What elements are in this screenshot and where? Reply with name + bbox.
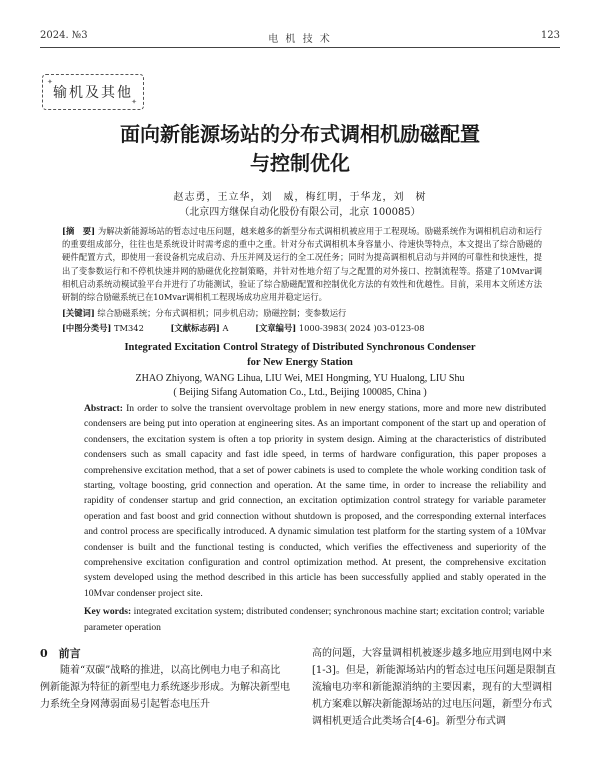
body-area bbox=[40, 643, 560, 766]
journal-name: 电 机 技 术 bbox=[268, 34, 332, 45]
keywords-en bbox=[84, 604, 546, 636]
clc-value: TM342 bbox=[113, 323, 144, 333]
clc-label: [中图分类号] bbox=[62, 323, 112, 333]
keywords-cn-label: [关键词] bbox=[62, 308, 95, 318]
doc-code-value: A bbox=[222, 323, 229, 333]
abstract-en-label: Abstract: bbox=[84, 403, 123, 414]
title-cn-line-2: 与控制优化 bbox=[250, 151, 350, 175]
abstract-cn-label: [摘 要] bbox=[62, 226, 96, 236]
keywords-en-label: Key words: bbox=[84, 606, 132, 617]
body-left-text: 随着“双碳”战略的推进，以高比例电力电子和高比例新能源为特征的新型电力系统逐步形成。为解决新型电力系统全身网薄弱面易引起暂态电压升 bbox=[40, 665, 290, 710]
abstract-cn-text: 为解决新能源场站的暂态过电压问题，越来越多的新型分布式调相机被应用于工程现场。励磁系统作为调相机启动和运行的重要组成部分，往往也是系统设计时需考虑的重中之重。针对分布式调相机本身容量小、待速快等特点，本文提出了综合励磁的硬件配置方式，即使用一套设备机完成启动、升压并网及运行的全工况任务；同时为提高调相机启动与并网的可靠性和快速性，提出了变参数运行和不停机快速并网的励磁优化控制策略，并针对性地介绍了与之配置的对外接口、控制流程等。搭建了10Mvar调相机启动系统动模试验平台并进行了功能测试，验证了综合励磁配置和控制优化方法的有效性和优越性。目前，采用本文所述方法研制的综合励磁系统已在10Mvar调相机工程现场成功应用并稳定运行。 bbox=[62, 226, 543, 303]
page-number: 123 bbox=[540, 30, 560, 41]
column-tag bbox=[42, 74, 144, 110]
title-en-line-2: for New Energy Station bbox=[247, 357, 353, 368]
keywords-cn-text: 综合励磁系统；分布式调相机；同步机启动；励磁控制；变参数运行 bbox=[97, 308, 347, 318]
issue-label: 2024. №3 bbox=[40, 30, 88, 41]
header-rule bbox=[40, 47, 560, 48]
section-title bbox=[40, 645, 290, 662]
doc-code-label: [文献标志码] bbox=[170, 323, 220, 333]
keywords-cn bbox=[62, 307, 542, 319]
affiliation-cn: （北京四方继保自动化股份有限公司，北京 100085） bbox=[179, 207, 421, 218]
article-id-value: 1000-3983( 2024 )03-0123-08 bbox=[298, 323, 425, 333]
affiliation-en: ( Beijing Sifang Automation Co., Ltd., Beijing 100085, China ) bbox=[173, 387, 427, 398]
column-tag-label: ✦ 输机及其他 bbox=[53, 85, 133, 101]
abstract-en-text: In order to solve the transient overvoltage problem in new energy stations, more and more new distributed condensers are being put into operation at engineering sites. As an important component of the start up and operation of condensers, the excitation system is often a top priority in system design. Aiming at the characteristics of distributed condensers such as small capacity and fast idle speed, in terms of hardware configuration, this paper proposes a comprehensive excitation method, that a set of power cabinets is used to complete the whole working condition task of starting, voltage boosting, grid connection and operation. At the same time, in order to increase the reliability and rapidity of condenser startup and grid connection, an excitation optimization control strategy for variable parameter operation and fast boost and grid connection without shutdown is proposed, and the corresponding external interfaces and control process are specifically introduced. A dynamic simulation test platform for the starting system of a 10Mvar condenser is built and the functional testing is conducted, which verifies the effectiveness and superiority of the comprehensive excitation configuration and control optimization method. At present, the comprehensive excitation system developed using the method described in this article has been successfully applied and stably operated in the 10Mvar condenser project site. bbox=[84, 403, 546, 599]
title-cn-line-1: 面向新能源场站的分布式调相机励磁配置 bbox=[120, 122, 480, 146]
body-right-text: 高的问题，大容量调相机被逐步越多地应用到电网中来[1-3]。但是，新能源场站内的暂态过电压问题是限制直流输电功率和新能源消纳的主要因素，现有的大型调相机方案难以解决新能源场站的过电压问题，新型分布式调相机更适合此类场合[4-6]。新型分布式调 bbox=[312, 648, 556, 727]
section-number: 0 bbox=[40, 647, 48, 660]
section-title-text: 前言 bbox=[58, 647, 81, 660]
article-id-label: [文章编号] bbox=[255, 323, 297, 333]
abstract-en bbox=[84, 401, 546, 601]
authors-en: ZHAO Zhiyong, WANG Lihua, LIU Wei, MEI Hongming, YU Hualong, LIU Shu bbox=[135, 373, 465, 384]
authors-cn: 赵志勇，王立华，刘 威，梅红明，于华龙，刘 树 bbox=[173, 192, 427, 203]
title-en-line-1: Integrated Excitation Control Strategy of Distributed Synchronous Condenser bbox=[124, 342, 476, 353]
abstract-cn bbox=[62, 225, 542, 304]
classification-row bbox=[62, 322, 542, 334]
keywords-en-text: integrated excitation system; distributed condenser; synchronous machine start; excitation control; variable parameter operation bbox=[84, 606, 545, 633]
title-en bbox=[0, 340, 600, 370]
